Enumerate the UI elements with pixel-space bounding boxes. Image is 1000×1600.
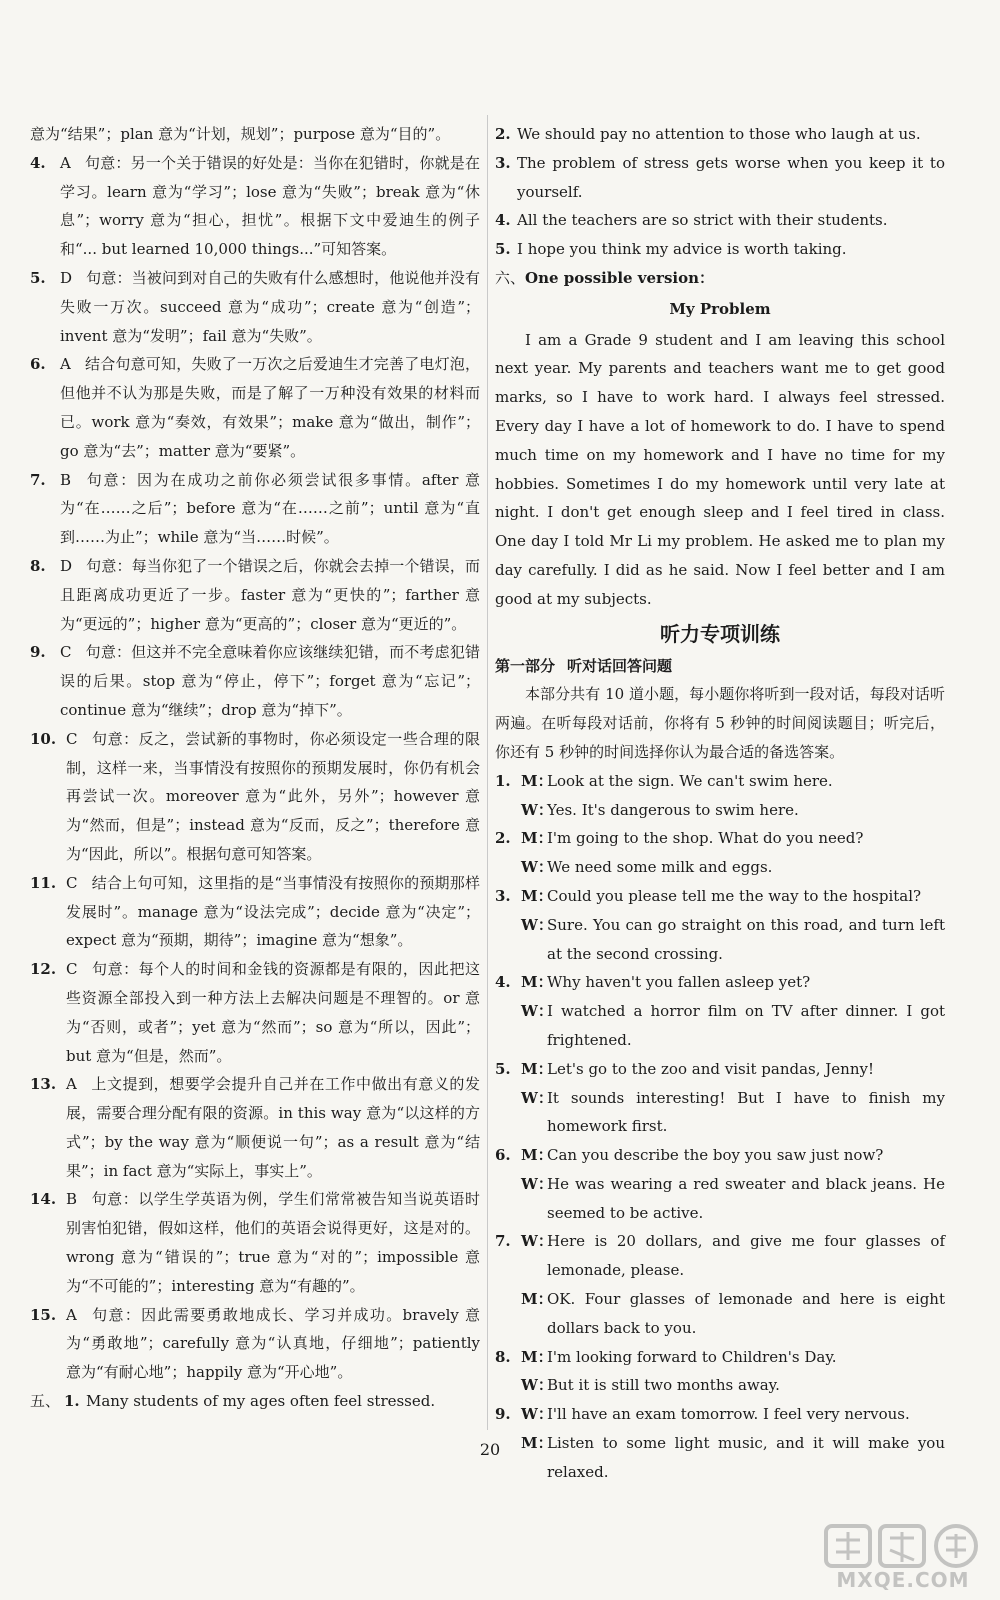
item-number: 7. xyxy=(30,470,46,489)
speaker-label: M： xyxy=(521,1290,553,1309)
instructions: 本部分共有 10 道小题，每小题你将听到一段对话，每段对话听两遍。在听每段对话前，你将有 5 秒钟的时间阅读题目；听完后，你还有 5 秒钟的时间选择你认为最合适的备选答案。 xyxy=(495,685,945,761)
explanation-text: 句意：当被问到对自己的失败有什么感想时，他说他并没有失败一万次。succeed 意为“成功”；create 意为“创造”；invent 意为“发明”；fail 意为“失败”。 xyxy=(60,268,480,345)
answer-letter: D xyxy=(60,268,73,287)
essay-body: I am a Grade 9 student and I am leaving this school next year. My parents and teachers want me to get good marks, so I have to work hard. I always feel stressed. Every day I have a lot of homework to do. I have to spend much time on my homework and I have no time for my hobbies. Sometimes I do my homework until very late at night. I don't get enough sleep and I feel tired in class. One day I told Mr Li my problem. He asked me to plan my day carefully. I did as he said. Now I feel better and I am good at my subjects. xyxy=(495,330,945,608)
explanation xyxy=(66,725,480,869)
speaker-label: M： xyxy=(521,886,553,905)
left-column xyxy=(30,120,480,1416)
answer-sentence: We should pay no attention to those who laugh at us. xyxy=(517,125,921,143)
dialogue-line xyxy=(495,882,945,911)
item-number: 5. xyxy=(495,240,511,259)
answer-item xyxy=(30,264,480,350)
section-five-label: 五、 xyxy=(30,1392,61,1411)
answer-letter: A xyxy=(60,153,71,172)
dialogue-text: Sure. You can go straight on this road, and turn left at the second crossing. xyxy=(547,915,945,963)
dialogue-text: Yes. It's dangerous to swim here. xyxy=(547,800,799,819)
answer-letter: A xyxy=(66,1075,77,1094)
explanation xyxy=(66,1185,480,1300)
part-heading xyxy=(495,652,945,681)
dialogue-text: He was wearing a red sweater and black jeans. He seemed to be active. xyxy=(547,1174,945,1222)
answer-letter: C xyxy=(60,643,72,662)
dialogue-line xyxy=(495,1055,945,1084)
dialogue-line xyxy=(495,1141,945,1170)
explanation-text: 结合句意可知，失败了一万次之后爱迪生才完善了电灯泡，但他并不认为那是失败，而是了解了一万种没有效果的材料而已。work 意为“奏效，有效果”；make 意为“做出，制作”；go 意为“去”；matter 意为“要紧”。 xyxy=(60,355,480,460)
dialogue-line xyxy=(495,1170,945,1228)
dialogue-number: 7. xyxy=(495,1232,511,1251)
dialogue-number: 9. xyxy=(495,1405,511,1424)
dialogue-number: 3. xyxy=(495,886,511,905)
explanation-text: 句意：每个人的时间和金钱的资源都是有限的，因此把这些资源全部投入到一种方法上去解决问题是不理智的。or 意为“否则，或者”；yet 意为“然而”；so 意为“所以，因此”；but 意为“但是，然而”。 xyxy=(66,960,480,1065)
watermark-graphic xyxy=(818,1520,988,1570)
item-number: 15. xyxy=(30,1305,57,1324)
explanation xyxy=(60,552,480,638)
dialogue-number: 4. xyxy=(495,973,511,992)
answer-item xyxy=(30,1301,480,1387)
dialogue-text: Could you please tell me the way to the hospital? xyxy=(547,886,922,905)
answer-sentence-item xyxy=(495,120,945,149)
dialogue-line xyxy=(495,853,945,882)
dialogue-list xyxy=(495,767,945,1487)
explanation xyxy=(60,350,480,465)
answer-item xyxy=(30,552,480,638)
answer-sentence: I hope you think my advice is worth taking. xyxy=(517,240,847,259)
item-number: 1. xyxy=(64,1392,80,1411)
dialogue-text: I'm going to the shop. What do you need? xyxy=(547,829,864,848)
explanation xyxy=(60,466,480,552)
answer-letter: C xyxy=(66,729,78,748)
dialogue-line xyxy=(495,767,945,796)
answer-sentence-item xyxy=(495,149,945,207)
dialogue-text: Listen to some light music, and it will make you relaxed. xyxy=(547,1434,945,1481)
column-divider xyxy=(487,115,488,1430)
speaker-label: W： xyxy=(521,1376,553,1395)
answer-item xyxy=(30,149,480,264)
watermark-logo xyxy=(818,1520,988,1594)
explanation-text: 结合上句可知，这里指的是“当事情没有按照你的预期那样发展时”。manage 意为“设法完成”；decide 意为“决定”；expect 意为“预期，期待”；imagine 意为“想象”。 xyxy=(66,873,480,950)
item-number: 6. xyxy=(30,355,46,374)
speaker-label: M： xyxy=(521,1434,553,1453)
speaker-label: M： xyxy=(521,1146,553,1165)
speaker-label: W： xyxy=(521,1232,553,1251)
item-number: 12. xyxy=(30,960,57,979)
explanation-text: 句意：另一个关于错误的好处是：当你在犯错时，你就是在学习。learn 意为“学习”；lose 意为“失败”；break 意为“休息”；worry 意为“担心，担忧”。根据下文中爱迪生的例子和“... but learned 10,000 things...”可知答案。 xyxy=(60,153,480,259)
dialogue-number: 5. xyxy=(495,1059,511,1078)
explanation xyxy=(60,638,480,724)
section-five-answers xyxy=(495,120,945,264)
dialogue-line xyxy=(495,911,945,969)
explanation xyxy=(66,955,480,1070)
item-number: 11. xyxy=(30,873,57,892)
part-label: 第一部分 xyxy=(495,656,556,675)
section-six-heading xyxy=(495,264,945,293)
speaker-label: W： xyxy=(521,1088,553,1107)
dialogue-text: I'll have an exam tomorrow. I feel very nervous. xyxy=(547,1405,910,1424)
dialogue-line xyxy=(495,1285,945,1343)
dialogue-text: Let's go to the zoo and visit pandas, Jenny! xyxy=(547,1059,874,1078)
speaker-label: W： xyxy=(521,915,553,934)
answer-sentence-item xyxy=(495,206,945,235)
item-number: 10. xyxy=(30,729,57,748)
dialogue-line xyxy=(495,968,945,997)
dialogue-text: Can you describe the boy you saw just now? xyxy=(547,1146,884,1165)
explanation xyxy=(60,264,480,350)
speaker-label: W： xyxy=(521,858,553,877)
dialogue-text: Why haven't you fallen asleep yet? xyxy=(547,973,811,992)
answer-item xyxy=(30,350,480,465)
item-number: 3. xyxy=(495,153,511,172)
right-column xyxy=(495,120,945,1487)
item-number: 13. xyxy=(30,1075,57,1094)
dialogue-number: 8. xyxy=(495,1347,511,1366)
dialogue-number: 6. xyxy=(495,1146,511,1165)
explanation-text: 句意：因此需要勇敢地成长、学习并成功。bravely 意为“勇敢地”；carefully 意为“认真地，仔细地”；patiently 意为“有耐心地”；happily 意为“开心地”。 xyxy=(66,1305,480,1382)
answer-letter: C xyxy=(66,873,78,892)
item-number: 14. xyxy=(30,1190,57,1209)
speaker-label: W： xyxy=(521,800,553,819)
answer-sentence: Many students of my ages often feel stressed. xyxy=(86,1392,436,1411)
speaker-label: W： xyxy=(521,1405,553,1424)
answer-item xyxy=(30,725,480,869)
explanation xyxy=(60,149,480,264)
dialogue-line xyxy=(495,1343,945,1372)
answer-letter: C xyxy=(66,960,78,979)
explanation-text: 句意：以学生学英语为例，学生们常常被告知当说英语时别害怕犯错，假如这样，他们的英语会说得更好，这是对的。wrong 意为“错误的”；true 意为“对的”；impossible 意为“不可能的”；interesting 意为“有趣的”。 xyxy=(66,1190,480,1295)
dialogue-line xyxy=(495,1371,945,1400)
dialogue-text: I watched a horror film on TV after dinner. I got frightened. xyxy=(547,1002,945,1049)
speaker-label: M： xyxy=(521,771,553,790)
answer-explanations xyxy=(30,149,480,1387)
watermark-text: MXQE.COM xyxy=(836,1568,970,1592)
answer-letter: B xyxy=(66,1190,78,1209)
explanation xyxy=(66,1070,480,1185)
answer-item xyxy=(30,1070,480,1185)
explanation-text: 句意：因为在成功之前你必须尝试很多事情。after 意为“在……之后”；before 意为“在……之前”；until 意为“直到……为止”；while 意为“当……时候”。 xyxy=(60,470,480,547)
part-name: 听对话回答问题 xyxy=(567,656,673,675)
item-number: 9. xyxy=(30,643,46,662)
answer-letter: A xyxy=(60,355,71,374)
dialogue-text: Look at the sign. We can't swim here. xyxy=(547,771,833,790)
dialogue-line xyxy=(495,997,945,1055)
explanation-text: 句意：但这并不完全意味着你应该继续犯错，而不考虑犯错误的后果。stop 意为“停止，停下”；forget 意为“忘记”；continue 意为“继续”；drop 意为“掉下”。 xyxy=(60,643,480,719)
dialogue-number: 2. xyxy=(495,829,511,848)
section-six-label: 六、 xyxy=(495,268,526,287)
answer-item xyxy=(30,638,480,724)
explanation-text: 句意：每当你犯了一个错误之后，你就会去掉一个错误，而且距离成功更近了一步。faster 意为“更快的”；farther 意为“更远的”；higher 意为“更高的”；closer 意为“更近的”。 xyxy=(60,556,480,633)
answer-letter: D xyxy=(60,556,73,575)
dialogue-text: I'm looking forward to Children's Day. xyxy=(547,1347,837,1366)
answer-letter: B xyxy=(60,470,72,489)
answer-sentence: The problem of stress gets worse when you keep it to yourself. xyxy=(517,153,945,201)
listening-title: 听力专项训练 xyxy=(660,621,780,646)
dialogue-text: Here is 20 dollars, and give me four glasses of lemonade, please. xyxy=(547,1232,945,1280)
dialogue-line xyxy=(495,1084,945,1142)
answer-sentence-item xyxy=(495,235,945,264)
dialogue-line xyxy=(495,1227,945,1285)
page-number: 20 xyxy=(479,1440,501,1459)
dialogue-line xyxy=(495,1400,945,1429)
dialogue-number: 1. xyxy=(495,771,511,790)
dialogue-text: But it is still two months away. xyxy=(547,1376,780,1395)
speaker-label: M： xyxy=(521,829,553,848)
dialogue-text: OK. Four glasses of lemonade and here is eight dollars back to you. xyxy=(547,1290,945,1337)
item-number: 8. xyxy=(30,556,46,575)
answer-item xyxy=(30,466,480,552)
item-number: 2. xyxy=(495,125,511,143)
explanation xyxy=(66,869,480,955)
answer-item xyxy=(30,955,480,1070)
speaker-label: W： xyxy=(521,1002,553,1021)
speaker-label: M： xyxy=(521,1347,553,1366)
answer-sentence: All the teachers are so strict with their students. xyxy=(517,211,888,230)
item-number: 5. xyxy=(30,268,46,287)
essay-title: My Problem xyxy=(669,299,771,318)
section-six-title: One possible version： xyxy=(525,268,715,287)
answer-letter: A xyxy=(66,1305,77,1324)
dialogue-text: We need some milk and eggs. xyxy=(547,858,773,877)
speaker-label: M： xyxy=(521,1059,553,1078)
speaker-label: W： xyxy=(521,1174,553,1193)
continued-explanation: 意为“结果”；plan 意为“计划，规划”；purpose 意为“目的”。 xyxy=(30,125,451,143)
answer-item xyxy=(30,1185,480,1300)
section-five-first xyxy=(30,1387,480,1416)
explanation xyxy=(66,1301,480,1387)
item-number: 4. xyxy=(30,153,46,172)
speaker-label: M： xyxy=(521,973,553,992)
dialogue-line xyxy=(495,824,945,853)
answer-item xyxy=(30,869,480,955)
explanation-text: 上文提到，想要学会提升自己并在工作中做出有意义的发展，需要合理分配有限的资源。in this way 意为“以这样的方式”；by the way 意为“顺便说一句”；as a result 意为“结果”；in fact 意为“实际上，事实上”。 xyxy=(66,1075,480,1180)
dialogue-line xyxy=(495,796,945,825)
explanation-text: 句意：反之，尝试新的事物时，你必须设定一些合理的限制，这样一来，当事情没有按照你的预期发展时，你仍有机会再尝试一次。moreover 意为“此外，另外”；however 意为“然而，但是”；instead 意为“反而，反之”；therefore 意为“因此，所以”。根据句意可知答案。 xyxy=(66,729,480,863)
dialogue-text: It sounds interesting! But I have to finish my homework first. xyxy=(547,1088,945,1136)
item-number: 4. xyxy=(495,211,511,230)
